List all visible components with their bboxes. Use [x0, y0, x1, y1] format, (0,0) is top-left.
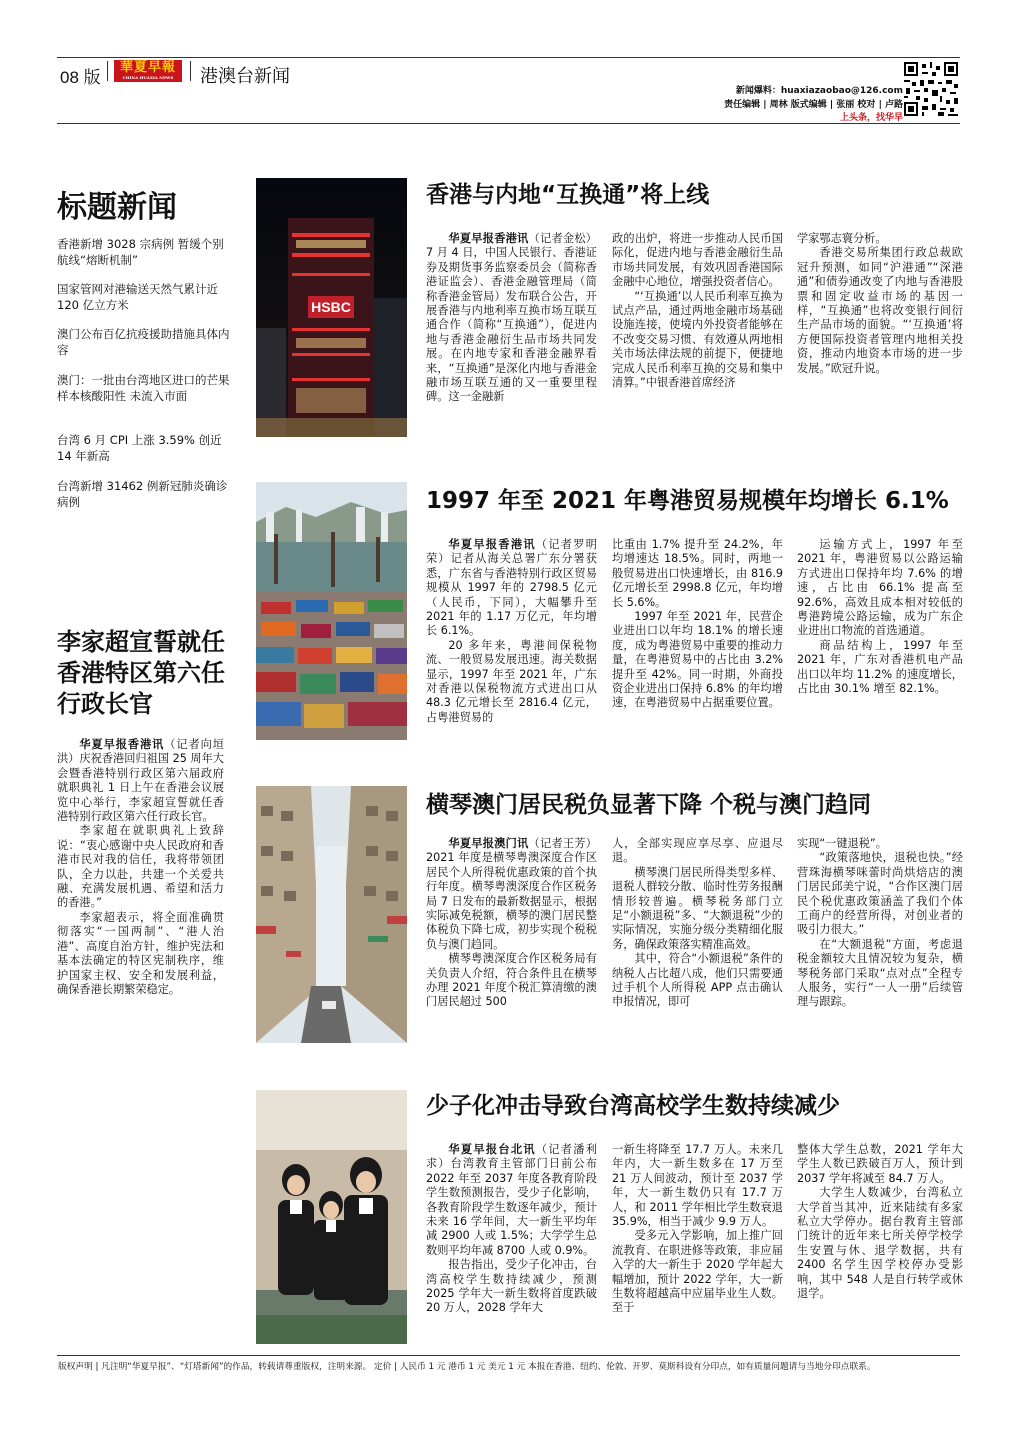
header-bottom-rule	[57, 123, 960, 124]
article-headline[interactable]: 1997 年至 2021 年粤港贸易规模年均增长 6.1%	[426, 488, 949, 514]
headline-item[interactable]: 澳门公布百亿抗疫援助措施具体内容	[57, 327, 230, 357]
hsbc-sign: HSBC	[311, 299, 351, 315]
article-column: 人，全部实现应享尽享、应退尽退。 横琴澳门居民所得类型多样、退税人群较分散、临时性劳务报酬情形较普遍。横琴税务部门立足“小额退税”多、“大额退税”少的实际情况，实施分级分类精细化服务，确保政策落实精准高效。 其中，符合“小额退税”条件的纳税人占比超八成，他们只需要通过手机个人所得税 APP 点击确认申报情况，即可	[612, 837, 783, 1009]
lead-article-body: 华夏早报香港讯（记者向垣洪）庆祝香港回归祖国 25 周年大会暨香港特别行政区第六届政府就职典礼 1 日上午在香港会议展览中心举行，李家超宣誓就任香港特别行政区第六任行政长官。 李家超在就职典礼上致辞说：“衷心感谢中央人民政府和香港市民对我的信任，我将带领团队，全力以赴，共建一个关爱共融、充满发展机遇、希望和活力的香港。” 李家超表示，将全面准确贯彻落实“一国两制”、“港人治港”、高度自治方针，维护宪法和基本法确定的特区宪制秩序，维护国家主权、安全和发展利益，确保香港长期繁荣稳定。	[57, 738, 224, 996]
footer-rule	[57, 1355, 960, 1356]
newspaper-logo: 華夏早報 CHINA HUAXIA NEWS	[114, 60, 182, 82]
editor-credits: 责任编辑 | 周林 版式编辑 | 张丽 校对 | 卢路	[724, 100, 903, 110]
article-column: 华夏早报香港讯（记者金松）7 月 4 日，中国人民银行、香港证券及期货事务监察委员会（简称香港证监会）、香港金融管理局（简称香港金管局）发布联合公告，开展香港与内地利率互换市场互联互通合作（简称“互换通”），促进内地与香港金融衍生品市场共同发展。在内地专家和香港金融界看来，“互换通”是深化内地与香港金融市场互联互通的又一重要里程碑。这一金融新	[426, 232, 597, 404]
headline-item[interactable]: 澳门：一批由台湾地区进口的芒果样本核酸阳性 未流入市面	[57, 373, 230, 403]
article-column: 华夏早报香港讯（记者罗明荣）记者从海关总署广东分署获悉，广东省与香港特别行政区贸易规模从 1997 年的 2798.5 亿元（人民币，下同），大幅攀升至 2021 年的 1.17 万亿元，年均增长 6.1%。 20 多年来，粤港间保税物流、一般贸易发展迅速。海关数据显示，1997 年至 2021 年，广东对香港以保税物流方式进出口从 48.3 亿元增长至 2816.4 亿元，占粤港贸易的	[426, 538, 597, 724]
headline-item[interactable]: 香港新增 3028 宗病例 暂缓个别航线“熔断机制”	[57, 237, 224, 267]
article-column: 政的出炉，将进一步推动人民币国际化，促进内地与香港金融衍生品市场共同发展，有效巩固香港国际金融中心地位，增强投资者信心。 “‘互换通’以人民币利率互换为试点产品，通过两地金融市场基础设施连接，使境内外投资者能够在不改变交易习惯、有效遵从两地相关市场法律法规的前提下，便捷地完成人民币利率互换的交易和集中清算。”中银香港首席经济	[612, 232, 783, 390]
hsbc-building-photo	[256, 178, 407, 437]
article-column: 华夏早报台北讯（记者潘利求）台湾教育主管部门日前公布 2022 年至 2037 年度各教育阶段学生数预测报告，受少子化影响，各教育阶段学生数逐年减少，预计未来 16 学年间，大一新生平均年减 2900 人或 1.5%；大学学生总数则平均年减 8700 人或 0.9%。 报告指出，受少子化冲击，台湾高校学生数持续减少，预测 2025 学年大一新生数将首度跌破 20 万人，2028 学年大	[426, 1143, 597, 1315]
article-column: 学家鄂志寰分析。 香港交易所集团行政总裁欧冠升预测，如同“沪港通”“深港通”和债券通改变了内地与香港股票和固定收益市场的基因一样，“互换通”也将改变银行间衍生产品市场的面貌。“‘互换通’将方便国际投资者管理内地相关投资，推动内地资本市场的进一步发展。”欧冠升说。	[797, 232, 963, 375]
article-column: 比重由 1.7% 提升至 24.2%，年均增速达 18.5%。同时，两地一般贸易进出口快速增长，由 816.9 亿元增长至 2998.8 亿元，年均增长 5.6%。 1997 年至 2021 年，民营企业进出口以年均 18.1% 的增长速度，成为粤港贸易中重要的推动力量，在粤港贸易中的占比由 3.2% 提升至 42%。同一时期，外商投资企业进出口保持 6.8% 的年均增速，在粤港贸易中占据重要位置。	[612, 538, 783, 710]
article-column: 整体大学生总数，2021 学年大学生人数已跌破百万人，预计到 2037 学年将减至 84.7 万人。 大学生人数减少，台湾私立大学首当其冲，近来陆续有多家私立大学停办。据台教育主管部门统计的近年来七所关停学校学生安置与休、退学数据，共有 2400 名学生因学校停办受影响，其中 548 人是自行转学或休退学。	[797, 1143, 963, 1301]
headline-item[interactable]: 台湾新增 31462 例新冠肺炎确诊病例	[57, 479, 228, 509]
headline-item[interactable]: 台湾 6 月 CPI 上涨 3.59% 创近 14 年新高	[57, 433, 222, 463]
copyright-footer: 版权声明 | 凡注明“华夏早报”、“灯塔新闻”的作品，转载请尊重版权，注明来源。 定价 | 人民币 1 元 港币 1 元 美元 1 元 本报在香港、纽约、伦敦、开罗、莫斯科设有分印点，如有质量问题请与当地分印点联系。	[58, 1362, 876, 1372]
article-headline[interactable]: 香港与内地“互换通”将上线	[426, 182, 710, 208]
article-column: 华夏早报澳门讯（记者王芳）2021 年度是横琴粤澳深度合作区居民个人所得税优惠政策的首个执行年度。横琴粤澳深度合作区税务局 7 日发布的最新数据显示，根据实际减免税额，横琴的澳门居民整体税负下降七成，初步实现个税税负与澳门趋同。 横琴粤澳深度合作区税务局有关负责人介绍，符合条件且在横琴办理 2021 年度个税汇算清缴的澳门居民超过 500	[426, 837, 597, 1009]
article-column: 一新生将降至 17.7 万人。未来几年内，大一新生数多在 17 万至 21 万人间波动，预计至 2037 学年，大一新生数仍只有 17.7 万人，和 2011 学年相比学生数衰退 35.9%，相当于减少 9.9 万人。 受多元入学影响，加上推广回流教育、在职进修等政策，非应届入学的大一新生于 2020 学年起大幅增加，预计 2022 学年，大一新生数将超越高中应届毕业生人数。至于	[612, 1143, 783, 1315]
lead-headline[interactable]: 李家超宣誓就任香港特区第六任行政长官	[57, 628, 225, 718]
container-port-photo	[256, 482, 407, 740]
slogan: 上头条，找华早	[839, 113, 903, 123]
header-divider	[107, 61, 108, 81]
macau-street-photo	[256, 786, 407, 1043]
students-group-photo	[256, 1090, 407, 1344]
news-tip-email: 新闻爆料：huaxiazaobao@126.com	[735, 86, 903, 96]
qr-code-icon[interactable]	[904, 62, 958, 116]
article-column: 实现“一键退税”。 “政策落地快，退税也快。”经营珠海横琴咪蕾时尚烘焙店的澳门居民邱美宁说，“合作区澳门居民个税优惠政策涵盖了我们个体工商户的经营所得，对创业者的吸引力很大。” 在“大额退税”方面，考虑退税金额较大且情况较为复杂，横琴税务部门采取“点对点”全程专人服务，实行“一人一册”后续管理与跟踪。	[797, 837, 963, 1009]
article-headline[interactable]: 横琴澳门居民税负显著下降 个税与澳门趋同	[426, 792, 872, 818]
headline-item[interactable]: 国家管网对港输送天然气累计近 120 亿立方米	[57, 282, 218, 312]
section-name: 港澳台新闻	[200, 66, 290, 87]
header-top-rule	[57, 57, 960, 58]
headlines-title: 标题新闻	[57, 190, 177, 225]
header-divider	[190, 61, 191, 81]
article-column: 运输方式上，1997 年至 2021 年，粤港贸易以公路运输方式进出口保持年均 7.6% 的增速，占比由 66.1% 提高至 92.6%，高效且成本相对较低的粤港跨境公路运输，成为广东企业进出口物流的首选通道。 商品结构上，1997 年至 2021 年，广东对香港机电产品出口以年均 11.2% 的速度增长，占比由 30.1% 增至 82.1%。	[797, 538, 963, 696]
article-headline[interactable]: 少子化冲击导致台湾高校学生数持续减少	[426, 1093, 840, 1119]
edition-number: 08 版	[60, 68, 101, 87]
